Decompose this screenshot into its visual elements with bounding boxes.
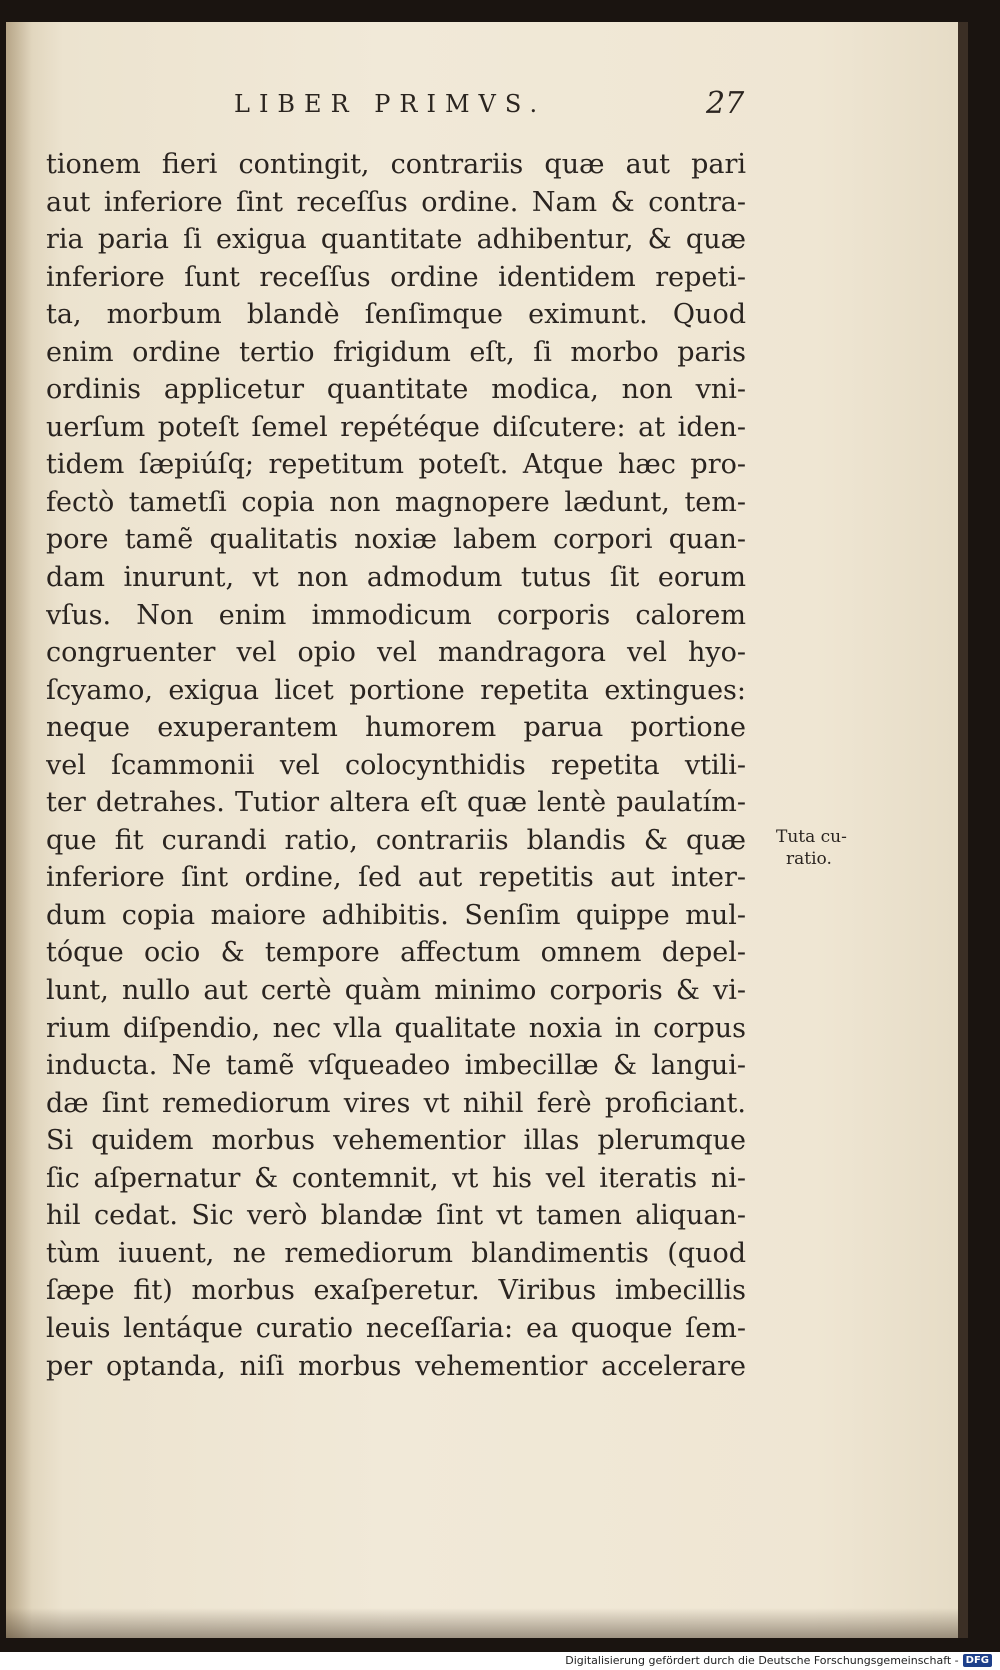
text-line: ſic aſpernatur & contemnit, vt his vel iteratis ni- bbox=[46, 1162, 746, 1194]
text-line: ter detrahes. Tutior altera eſt quæ lentè paulatím- bbox=[46, 787, 746, 819]
text-line: tùm iuuent, ne remediorum blandimentis (quod bbox=[46, 1237, 746, 1269]
body-text bbox=[46, 146, 746, 1385]
running-head bbox=[6, 86, 958, 130]
text-line: congruenter vel opio vel mandragora vel hyo- bbox=[46, 637, 746, 669]
text-line: neque exuperantem humorem parua portione bbox=[46, 712, 746, 744]
book-page bbox=[6, 22, 968, 1638]
text-line: fectò tametſi copia non magnopere lædunt, tem- bbox=[46, 486, 746, 518]
text-line: ta, morbum blandè ſenſimque eximunt. Quod bbox=[46, 299, 746, 331]
text-line: ſcyamo, exigua licet portione repetita extingues: bbox=[46, 674, 746, 706]
text-line: lunt, nullo aut certè quàm minimo corporis & vi- bbox=[46, 975, 746, 1007]
text-line: tóque ocio & tempore affectum omnem depel- bbox=[46, 937, 746, 969]
text-line: dam inurunt, vt non admodum tutus ſit eorum bbox=[46, 562, 746, 594]
text-line: vſus. Non enim immodicum corporis calorem bbox=[46, 599, 746, 631]
text-line: uerſum poteſt ſemel repétéque diſcutere: at iden- bbox=[46, 411, 746, 443]
text-line: rium diſpendio, nec vlla qualitate noxia in corpus bbox=[46, 1012, 746, 1044]
page-edge-shadow bbox=[6, 1608, 958, 1638]
text-line: que fit curandi ratio, contrariis blandis & quæ bbox=[46, 824, 746, 856]
text-line: vel ſcammonii vel colocynthidis repetita vtili- bbox=[46, 749, 746, 781]
digitization-credit bbox=[565, 1652, 992, 1668]
text-line: tidem ſæpiúſq; repetitum poteſt. Atque hæc pro- bbox=[46, 449, 746, 481]
text-line: enim ordine tertio frigidum eſt, ſi morbo paris bbox=[46, 336, 746, 368]
marginal-note-line: ratio. bbox=[786, 849, 832, 869]
marginal-note-line: Tuta cu- bbox=[776, 827, 847, 847]
text-line: Si quidem morbus vehementior illas plerumque bbox=[46, 1125, 746, 1157]
text-line: ſæpe fit) morbus exaſperetur. Viribus imbecillis bbox=[46, 1275, 746, 1307]
text-line: dæ ſint remediorum vires vt nihil ferè proficiant. bbox=[46, 1087, 746, 1119]
text-line: inducta. Ne tamẽ vſqueadeo imbecillæ & langui- bbox=[46, 1050, 746, 1082]
running-title: LIBER PRIMVS. bbox=[234, 90, 547, 118]
text-line: inferiore ſint ordine, ſed aut repetitis aut inter- bbox=[46, 862, 746, 894]
text-line: per optanda, niſi morbus vehementior accelerare bbox=[46, 1350, 746, 1382]
text-line: ria paria ſi exigua quantitate adhibentur, & quæ bbox=[46, 224, 746, 256]
page-number: 27 bbox=[706, 86, 745, 121]
marginal-note bbox=[776, 826, 876, 870]
text-line: hil cedat. Sic verò blandæ ſint vt tamen aliquan- bbox=[46, 1200, 746, 1232]
text-line: aut inferiore ſint receſſus ordine. Nam & contra- bbox=[46, 186, 746, 218]
text-line: tionem fieri contingit, contrariis quæ aut pari bbox=[46, 149, 746, 180]
text-line: leuis lentáque curatio neceſſaria: ea quoque ſem- bbox=[46, 1312, 746, 1344]
text-line: dum copia maiore adhibitis. Senſim quippe mul- bbox=[46, 899, 746, 931]
credit-text: Digitalisierung gefördert durch die Deutsche Forschungsgemeinschaft - bbox=[565, 1653, 959, 1667]
text-line: pore tamẽ qualitatis noxiæ labem corpori quan- bbox=[46, 524, 746, 556]
text-line: inferiore ſunt receſſus ordine identidem repeti- bbox=[46, 261, 746, 293]
text-line: ordinis applicetur quantitate modica, non vni- bbox=[46, 374, 746, 406]
dfg-logo: DFG bbox=[963, 1654, 992, 1667]
